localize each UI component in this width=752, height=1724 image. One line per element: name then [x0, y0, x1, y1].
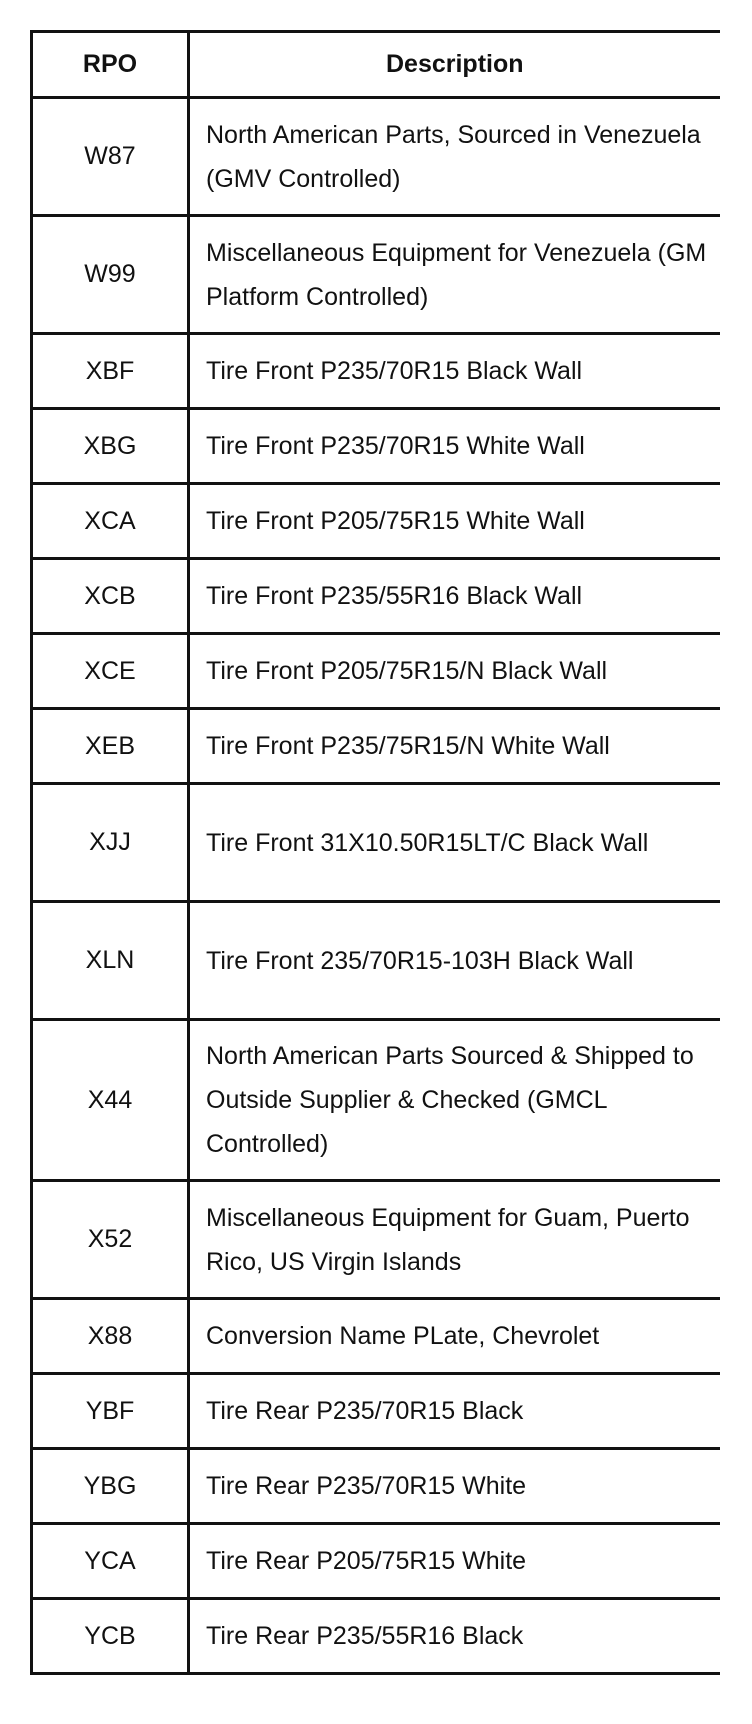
rpo-code-cell: XCB	[32, 559, 189, 634]
rpo-code-cell: YCB	[32, 1599, 189, 1674]
table-header-row	[32, 32, 720, 98]
table-row	[32, 484, 720, 559]
table-row	[32, 559, 720, 634]
rpo-description-table	[30, 30, 720, 1675]
table-row	[32, 1449, 720, 1524]
rpo-code-cell: YBF	[32, 1374, 189, 1449]
description-cell: Tire Front P205/75R15/N Black Wall	[189, 634, 720, 709]
table-row	[32, 216, 720, 334]
description-cell: Miscellaneous Equipment for Venezuela (GM Platform Controlled)	[189, 216, 720, 334]
rpo-column-header: RPO	[32, 32, 189, 98]
description-cell: Tire Front 31X10.50R15LT/C Black Wall	[189, 784, 720, 902]
description-cell: Tire Front P235/70R15 White Wall	[189, 409, 720, 484]
description-column-header: Description	[189, 32, 720, 98]
description-cell: Tire Front P235/70R15 Black Wall	[189, 334, 720, 409]
rpo-code-cell: YCA	[32, 1524, 189, 1599]
description-cell: Tire Rear P235/55R16 Black	[189, 1599, 720, 1674]
description-cell: North American Parts Sourced & Shipped to Outside Supplier & Checked (GMCL Controlled)	[189, 1020, 720, 1181]
description-cell: Tire Rear P235/70R15 White	[189, 1449, 720, 1524]
description-cell: Tire Front P205/75R15 White Wall	[189, 484, 720, 559]
table-row	[32, 902, 720, 1020]
table-row	[32, 1299, 720, 1374]
rpo-code-cell: XBG	[32, 409, 189, 484]
rpo-code-cell: XEB	[32, 709, 189, 784]
description-cell: Tire Rear P235/70R15 Black	[189, 1374, 720, 1449]
description-cell: Tire Front P235/55R16 Black Wall	[189, 559, 720, 634]
rpo-code-cell: XCA	[32, 484, 189, 559]
table-row	[32, 1374, 720, 1449]
rpo-code-cell: X88	[32, 1299, 189, 1374]
table-row	[32, 98, 720, 216]
description-cell: Tire Front 235/70R15-103H Black Wall	[189, 902, 720, 1020]
rpo-code-cell: X44	[32, 1020, 189, 1181]
table-row	[32, 1524, 720, 1599]
table-row	[32, 1181, 720, 1299]
table-row	[32, 709, 720, 784]
rpo-code-cell: XBF	[32, 334, 189, 409]
table-row	[32, 1599, 720, 1674]
rpo-code-cell: W99	[32, 216, 189, 334]
rpo-table-container	[30, 30, 718, 1675]
description-cell: Tire Front P235/75R15/N White Wall	[189, 709, 720, 784]
rpo-code-cell: XCE	[32, 634, 189, 709]
table-row	[32, 784, 720, 902]
description-cell: North American Parts, Sourced in Venezuela (GMV Controlled)	[189, 98, 720, 216]
description-cell: Conversion Name PLate, Chevrolet	[189, 1299, 720, 1374]
table-row	[32, 634, 720, 709]
table-row	[32, 1020, 720, 1181]
rpo-code-cell: XLN	[32, 902, 189, 1020]
description-cell: Tire Rear P205/75R15 White	[189, 1524, 720, 1599]
description-cell: Miscellaneous Equipment for Guam, Puerto Rico, US Virgin Islands	[189, 1181, 720, 1299]
table-row	[32, 409, 720, 484]
rpo-code-cell: X52	[32, 1181, 189, 1299]
table-row	[32, 334, 720, 409]
rpo-code-cell: YBG	[32, 1449, 189, 1524]
rpo-code-cell: XJJ	[32, 784, 189, 902]
rpo-code-cell: W87	[32, 98, 189, 216]
